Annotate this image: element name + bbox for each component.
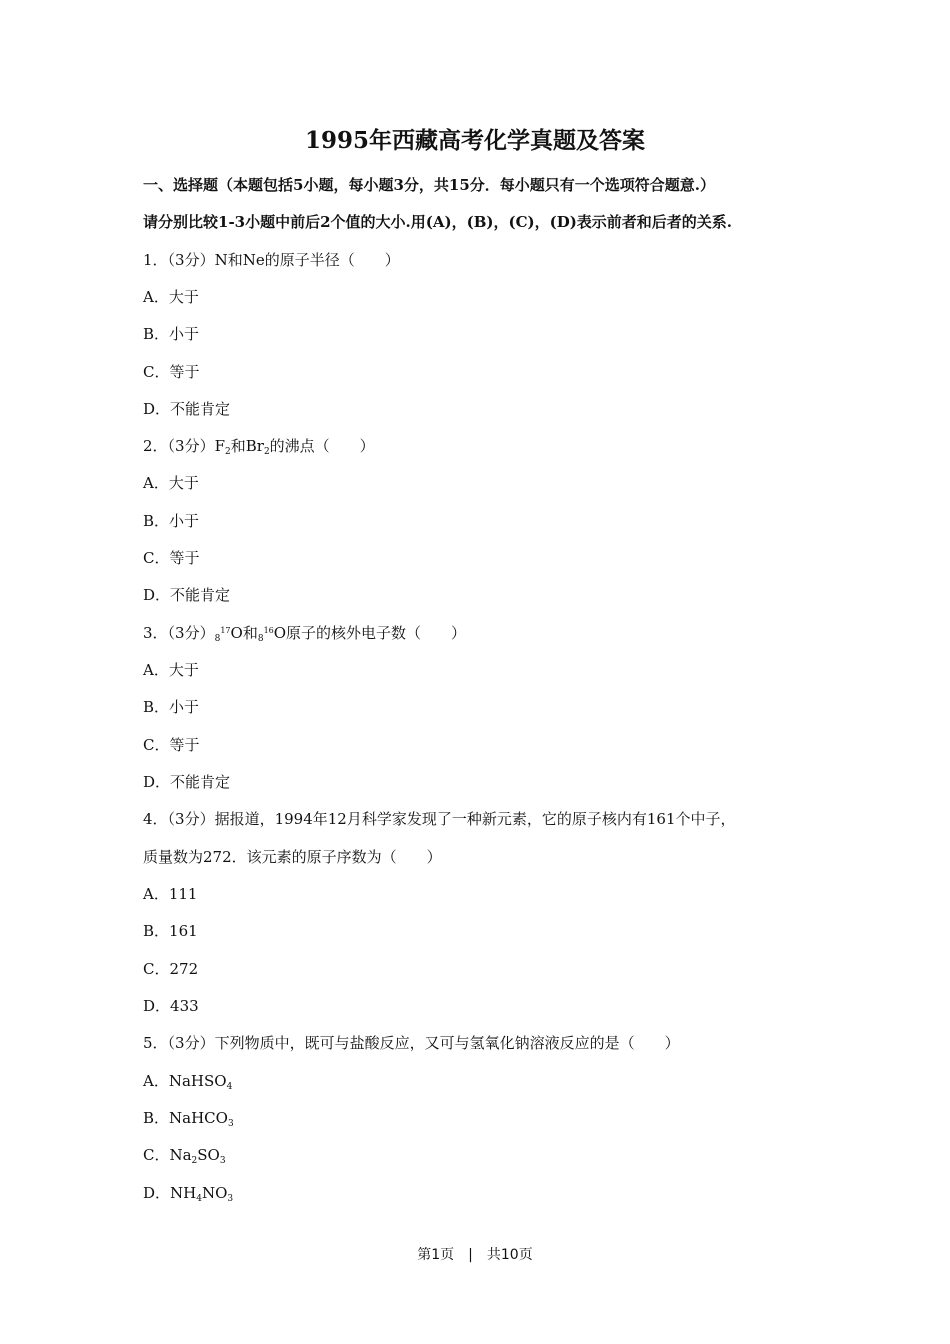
q3-stem-prefix: 3．（3分）: [143, 624, 215, 642]
question-5-option-d: [143, 1182, 233, 1204]
question-5-option-a: [143, 1070, 232, 1092]
q5-d-formula: D．NH: [143, 1184, 197, 1202]
question-5-option-b: [143, 1107, 234, 1129]
question-1-stem: 1．（3分）N和Ne的原子半径（ ）: [143, 251, 400, 269]
question-4-stem-line-1: 4．（3分）据报道，1994年12月科学家发现了一种新元素，它的原子核内有161个中子，: [143, 810, 736, 828]
q3-atomic-number-1: 8: [214, 634, 221, 644]
question-3-option-c: C．等于: [143, 736, 200, 754]
question-4-option-c: C．272: [143, 960, 199, 978]
question-3-option-b: B．小于: [143, 698, 200, 716]
question-4-option-d: D．433: [143, 997, 199, 1015]
question-1-option-a: A．大于: [143, 288, 199, 306]
question-1-option-d: D．不能肯定: [143, 400, 231, 418]
question-1-option-b: B．小于: [143, 325, 200, 343]
q2-stem-prefix: 2．（3分）F: [143, 437, 225, 455]
question-2-option-a: A．大于: [143, 474, 199, 492]
question-2-option-c: C．等于: [143, 549, 200, 567]
q5-c-formula-rest: SO: [197, 1146, 220, 1164]
q5-b-formula: B．NaHCO: [143, 1109, 228, 1127]
question-3-option-a: A．大于: [143, 661, 199, 679]
question-2-option-d: D．不能肯定: [143, 586, 231, 604]
q2-subscript-2: 2: [263, 447, 270, 457]
q5-c-subscript-1: 2: [191, 1156, 198, 1166]
question-4-stem-line-2: 质量数为272．该元素的原子序数为（ ）: [143, 848, 442, 866]
question-1-option-c: C．等于: [143, 363, 200, 381]
question-5-option-c: [143, 1144, 226, 1166]
instruction-text: 请分别比较1-3小题中前后2个值的大小.用(A)，(B)，(C)，(D)表示前者和后者的关系.: [143, 213, 733, 231]
question-4-option-a: A．111: [143, 885, 198, 903]
q5-d-subscript-1: 4: [196, 1194, 202, 1204]
question-3-stem: [143, 622, 466, 644]
q5-d-subscript-2: 3: [227, 1194, 234, 1204]
q3-stem-suffix: O原子的核外电子数（ ）: [273, 624, 467, 642]
q5-a-subscript: 4: [226, 1082, 233, 1092]
q2-stem-suffix: 的沸点（ ）: [269, 437, 375, 455]
q5-a-formula: A．NaHSO: [143, 1072, 227, 1090]
page-footer: 第1页 | 共10页: [417, 1247, 533, 1263]
question-5-stem: 5．（3分）下列物质中，既可与盐酸反应，又可与氢氧化钠溶液反应的是（ ）: [143, 1034, 680, 1052]
q3-mass-number-1: 17: [220, 626, 231, 635]
q5-c-formula: C．Na: [143, 1146, 192, 1164]
q3-symbol-1: O和: [230, 624, 258, 642]
q3-atomic-number-2: 8: [257, 634, 264, 644]
q5-b-subscript: 3: [227, 1119, 234, 1129]
question-2-option-b: B．小于: [143, 512, 200, 530]
section-heading: 一、选择题（本题包括5小题，每小题3分，共15分．每小题只有一个选项符合题意.）: [143, 176, 715, 194]
q5-d-formula-rest: NO: [201, 1184, 228, 1202]
question-3-option-d: D．不能肯定: [143, 773, 231, 791]
question-4-option-b: B．161: [143, 922, 198, 940]
question-2-stem: [143, 435, 375, 457]
q5-c-subscript-2: 3: [219, 1156, 226, 1166]
q3-mass-number-2: 16: [263, 626, 274, 635]
q2-subscript-1: 2: [225, 447, 231, 457]
document-title: 1995年西藏高考化学真题及答案: [304, 127, 645, 154]
q2-stem-mid: 和Br: [230, 437, 264, 455]
